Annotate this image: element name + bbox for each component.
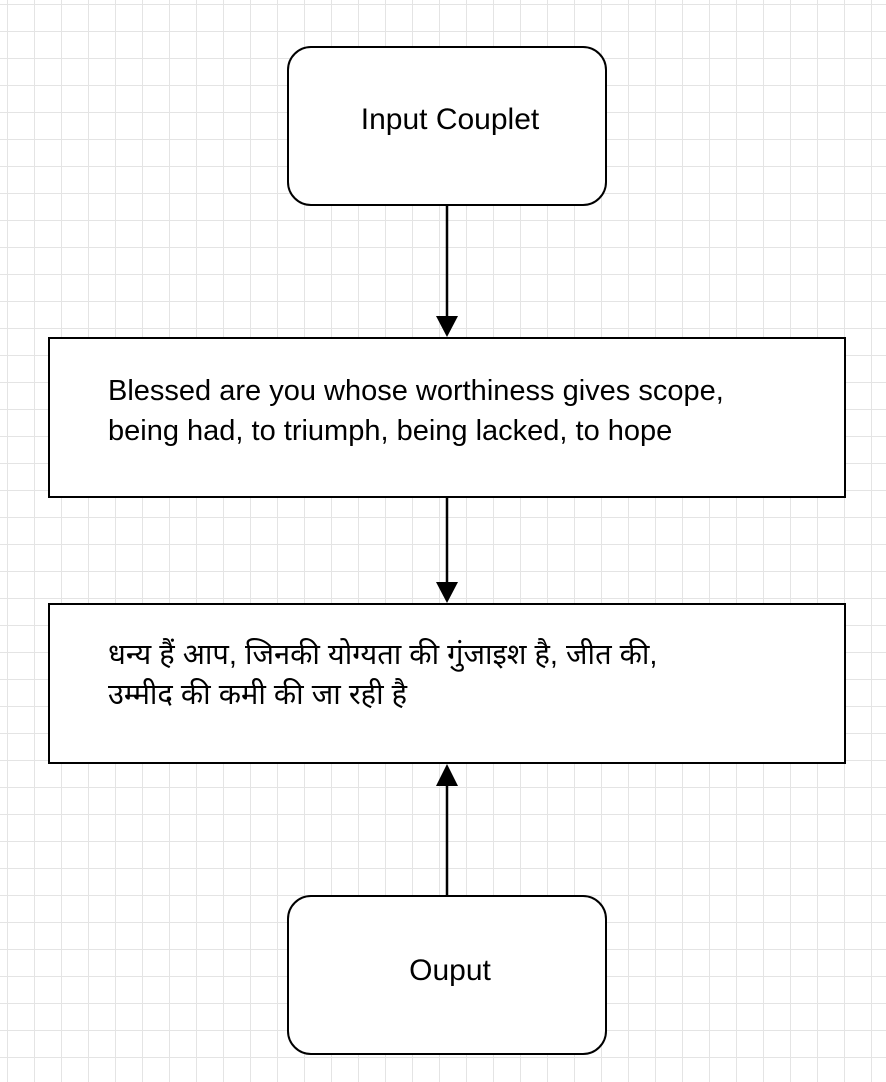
arrowhead-hindi-bottom [436,764,458,786]
node-input-couplet[interactable] [287,46,607,206]
english-line-2: being had, to triumph, being lacked, to hope [108,415,673,447]
english-line-1: Blessed are you whose worthiness gives scope, [108,375,724,407]
node-hindi-translation[interactable] [48,603,846,764]
arrowhead-hindi-top [436,582,458,603]
node-output-label: Ouput [409,954,491,987]
hindi-line-1: धन्य हैं आप, जिनकी योग्यता की गुंजाइश है, जीत की, [108,639,658,671]
node-input-couplet-label: Input Couplet [360,103,540,136]
hindi-line-2: उम्मीद की कमी की जा रही है [108,679,408,711]
node-english-couplet[interactable] [48,337,846,498]
arrowhead-english [436,316,458,337]
node-output[interactable] [287,895,607,1055]
